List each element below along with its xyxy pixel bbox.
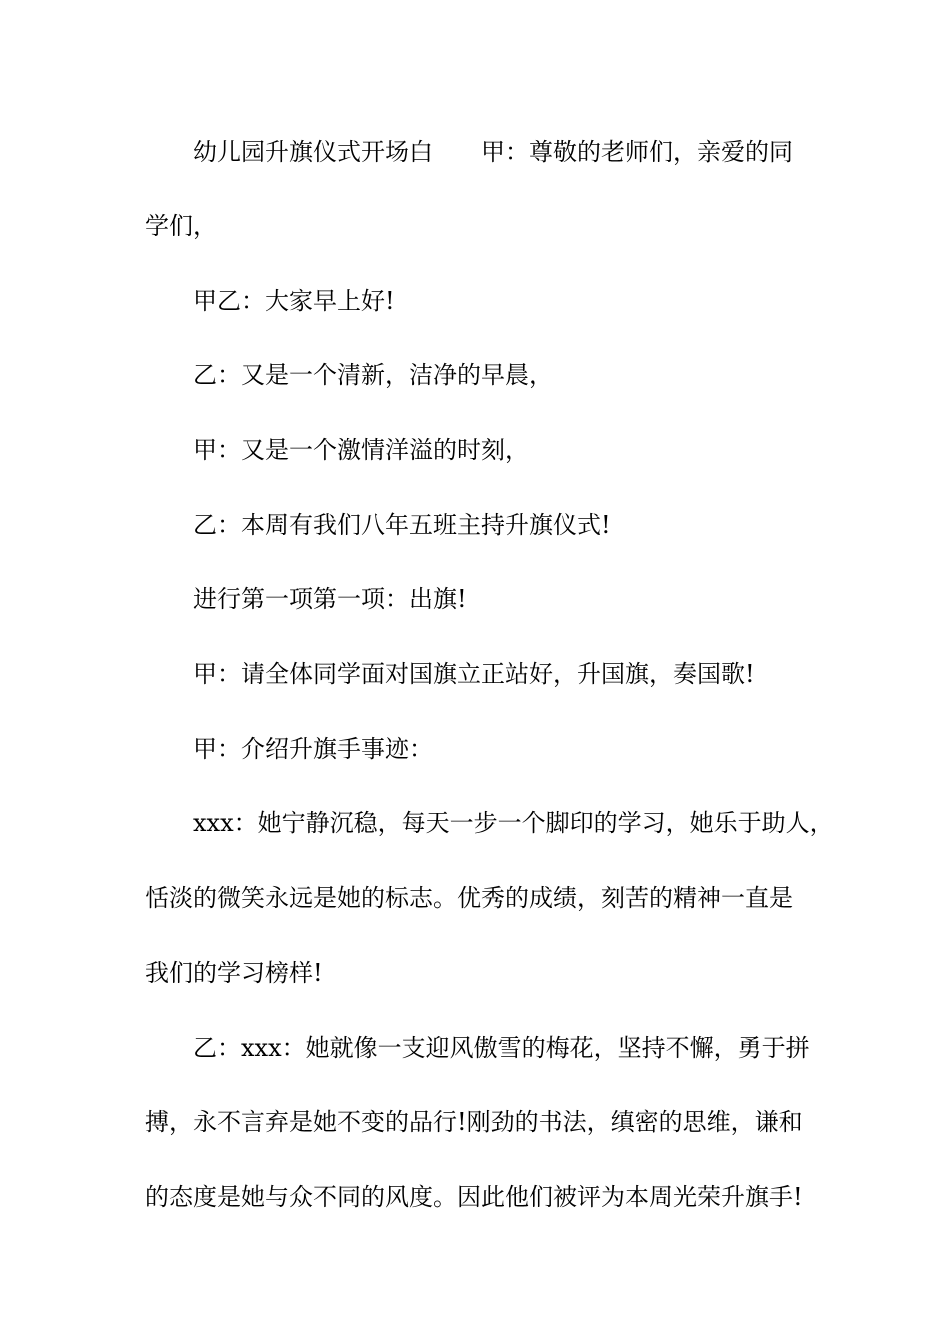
paragraph-line: 甲：请全体同学面对国旗立正站好，升国旗，奏国歌! <box>193 660 755 688</box>
paragraph-line: 甲：介绍升旗手事迹： <box>193 735 433 763</box>
paragraph-line: 乙：xxx：她就像一支迎风傲雪的梅花，坚持不懈，勇于拼 <box>193 1034 810 1062</box>
paragraph-line: 搏，永不言弃是她不变的品行!刚劲的书法，缜密的思维，谦和 <box>145 1108 803 1136</box>
paragraph-line: 进行第一项第一项：出旗! <box>193 585 467 613</box>
title-line: 幼儿园升旗仪式开场白 甲：尊敬的老师们，亲爱的同 <box>193 138 793 166</box>
paragraph-line: 学们， <box>145 212 217 240</box>
paragraph-line: 的态度是她与众不同的风度。因此他们被评为本周光荣升旗手! <box>145 1183 803 1211</box>
paragraph-line: xxx：她宁静沉稳，每天一步一个脚印的学习，她乐于助人， <box>193 809 834 837</box>
paragraph-line: 甲：又是一个激情洋溢的时刻， <box>193 436 529 464</box>
paragraph-line: 乙：本周有我们八年五班主持升旗仪式! <box>193 511 611 539</box>
paragraph-line: 甲乙：大家早上好! <box>193 287 395 315</box>
paragraph-line: 我们的学习榜样! <box>145 959 323 987</box>
paragraph-line: 恬淡的微笑永远是她的标志。优秀的成绩，刻苦的精神一直是 <box>145 884 793 912</box>
paragraph-line: 乙：又是一个清新，洁净的早晨， <box>193 361 553 389</box>
